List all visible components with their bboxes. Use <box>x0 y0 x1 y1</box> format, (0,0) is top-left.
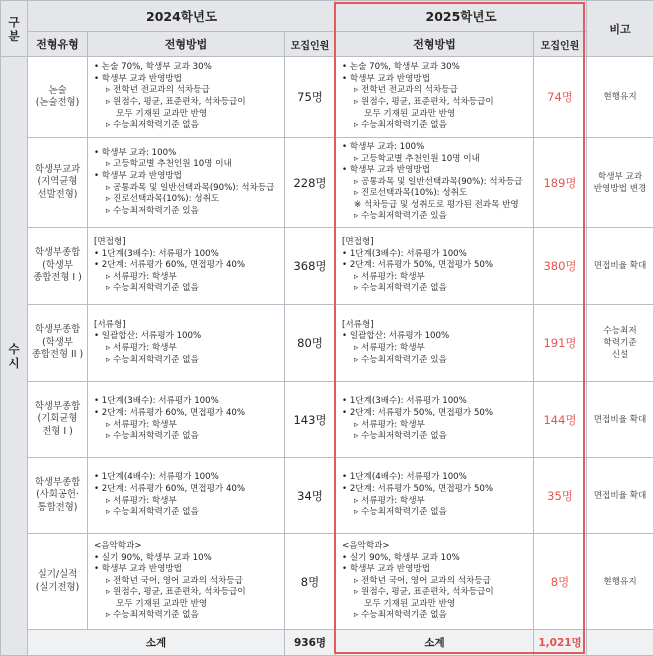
m2024-line: <음악학과> <box>94 540 142 551</box>
note-cell <box>587 382 653 458</box>
note-line: 현행유지 <box>603 576 637 587</box>
type-line: 학생부종합 <box>34 247 81 259</box>
m2024-line: ▹ 수능최저학력기준 없음 <box>106 283 199 294</box>
table-row <box>1 534 653 630</box>
m2024-line: • 학생부 교과: 100% <box>94 147 177 158</box>
count-2025: 74명 <box>534 57 587 138</box>
col-count-2025-header: 모집인원 <box>534 32 587 57</box>
m2024-line: ▹ 수능최저학력기준 없음 <box>106 120 199 131</box>
count-2024: 143명 <box>285 382 336 458</box>
type-line: (지역균형 <box>37 176 78 188</box>
m2025-line: ▹ 수능최저학력기준 없음 <box>354 283 447 294</box>
count-2024: 75명 <box>285 57 336 138</box>
type-line: 선발전형) <box>37 188 78 200</box>
note-cell <box>587 458 653 534</box>
m2024-line: ▹ 수능최저학력기준 있음 <box>106 205 199 216</box>
note-line: 면접비율 확대 <box>593 261 647 271</box>
m2024-line: • 2단계: 서류평가 60%, 면접평가 40% <box>94 260 246 271</box>
year-2024-header: 2024학년도 <box>28 1 336 32</box>
m2025-line: 모두 기재된 교과만 반영 <box>364 108 456 119</box>
method-2024 <box>88 57 285 138</box>
m2025-line: ▹ 고등학교별 추천인원 10명 이내 <box>354 153 480 164</box>
m2025-line: [면접형] <box>342 237 374 248</box>
subtotal-label-2025: 소계 <box>336 630 534 656</box>
m2024-line: ▹ 원점수, 평균, 표준편차, 석차등급이 <box>106 97 246 107</box>
m2024-line: 모두 기재된 교과만 반영 <box>116 598 208 609</box>
m2024-line: ▹ 수능최저학력기준 없음 <box>106 610 199 621</box>
type-line: 학생부종합 <box>34 324 81 336</box>
m2024-line: ▹ 진로선택과목(10%): 성취도 <box>106 194 220 205</box>
subtotal-count-2025: 1,021명 <box>534 630 587 656</box>
type-line: 종합전형 II ) <box>31 349 84 361</box>
method-2025 <box>336 57 534 138</box>
note-line: 학력기준 <box>603 338 637 348</box>
type-line: (학생부 <box>42 336 73 348</box>
type-line: (실기전형) <box>35 581 80 593</box>
subtotal-row <box>1 630 653 656</box>
m2024-line: • 학생부 교과 반영방법 <box>94 73 182 84</box>
table-row <box>1 57 653 138</box>
note-cell <box>587 57 653 138</box>
admission-type <box>28 228 88 305</box>
count-2024: 228명 <box>285 138 336 228</box>
table-row <box>1 458 653 534</box>
m2024-line: ▹ 전학년 국어, 영어 교과의 석차등급 <box>106 575 243 586</box>
m2025-line: ▹ 수능최저학력기준 있음 <box>354 354 447 365</box>
admission-type <box>28 57 88 138</box>
table-row <box>1 305 653 382</box>
count-2025: 144명 <box>534 382 587 458</box>
m2025-line: [서류형] <box>342 319 374 330</box>
subtotal-count-2024: 936명 <box>285 630 336 656</box>
m2025-line: ▹ 전학년 국어, 영어 교과의 석차등급 <box>354 575 491 586</box>
gubun-header <box>1 1 28 57</box>
type-line: 논술 <box>48 84 67 96</box>
m2024-line: 모두 기재된 교과만 반영 <box>116 108 208 119</box>
method-2025 <box>336 305 534 382</box>
admission-type <box>28 458 88 534</box>
count-2025: 35명 <box>534 458 587 534</box>
count-2024: 34명 <box>285 458 336 534</box>
type-line: 학생부교과 <box>34 163 81 175</box>
m2024-line: [면접형] <box>94 237 126 248</box>
method-2025 <box>336 534 534 630</box>
col-method-2024-header: 전형방법 <box>88 32 285 57</box>
section-label-susi <box>1 57 28 656</box>
m2024-line: ▹ 수능최저학력기준 없음 <box>106 354 199 365</box>
m2024-line: ▹ 고등학교별 추천인원 10명 이내 <box>106 159 232 170</box>
m2025-line: • 논술 70%, 학생부 교과 30% <box>342 62 460 73</box>
note-line: 면접비율 확대 <box>593 490 647 501</box>
m2024-line: ▹ 공통과목 및 일반선택과목(90%): 석차등급 <box>106 182 275 193</box>
m2024-line: ▹ 전학년 전교과의 석차등급 <box>106 85 210 96</box>
m2024-line: ▹ 원점수, 평균, 표준편차, 석차등급이 <box>106 587 246 598</box>
note-cell <box>587 305 653 382</box>
m2025-line: • 1단계(3배수): 서류평가 100% <box>342 248 467 259</box>
m2024-line: • 논술 70%, 학생부 교과 30% <box>94 62 212 73</box>
note-header: 비고 <box>587 1 653 57</box>
count-2025: 380명 <box>534 228 587 305</box>
subtotal-note <box>587 630 653 656</box>
type-line: (논술전형) <box>35 97 80 108</box>
m2024-line: • 2단계: 서류평가 60%, 면접평가 40% <box>94 407 246 418</box>
m2024-line: ▹ 수능최저학력기준 없음 <box>106 507 199 518</box>
m2024-line: ▹ 서류평가: 학생부 <box>106 343 177 353</box>
method-2024 <box>88 138 285 228</box>
note-line: 반영방법 변경 <box>593 183 647 194</box>
m2025-line: ▹ 진로선택과목(10%): 성취도 <box>354 188 468 199</box>
m2025-line: • 학생부 교과 반영방법 <box>342 564 430 575</box>
count-2025: 8명 <box>534 534 587 630</box>
count-2024: 8명 <box>285 534 336 630</box>
m2024-line: • 1단계(4배수): 서류평가 100% <box>94 472 219 483</box>
m2024-line: ▹ 수능최저학력기준 없음 <box>106 431 199 442</box>
method-2024 <box>88 458 285 534</box>
m2025-line: • 2단계: 서류평가 50%, 면접평가 50% <box>342 483 494 494</box>
table-row <box>1 228 653 305</box>
m2024-line: ▹ 서류평가: 학생부 <box>106 495 177 506</box>
section-label-text: 수시 <box>8 342 20 370</box>
col-count-2024-header: 모집인원 <box>285 32 336 57</box>
m2024-line: • 학생부 교과 반영방법 <box>94 170 182 181</box>
m2025-line: ▹ 서류평가: 학생부 <box>354 419 425 430</box>
type-line: 학생부종합 <box>34 400 81 412</box>
method-2025 <box>336 382 534 458</box>
note-line: 신설 <box>611 350 629 360</box>
m2024-line: ▹ 서류평가: 학생부 <box>106 271 177 282</box>
m2025-line: • 2단계: 서류평가 50%, 면접평가 50% <box>342 260 494 271</box>
method-2024 <box>88 534 285 630</box>
col-type-header: 전형유형 <box>28 32 88 57</box>
table-row <box>1 138 653 228</box>
method-2025 <box>336 458 534 534</box>
admission-type <box>28 534 88 630</box>
method-2024 <box>88 382 285 458</box>
m2025-line: • 학생부 교과: 100% <box>342 141 425 152</box>
m2025-line: ▹ 수능최저학력기준 있음 <box>354 211 447 222</box>
m2025-line: ▹ 전학년 전교과의 석차등급 <box>354 85 458 96</box>
m2025-line: <음악학과> <box>342 540 390 551</box>
count-2024: 80명 <box>285 305 336 382</box>
note-cell <box>587 138 653 228</box>
admission-type <box>28 138 88 228</box>
type-line: 전형 I ) <box>42 425 73 437</box>
m2024-line: • 실기 90%, 학생부 교과 10% <box>94 552 212 563</box>
m2025-line: ▹ 수능최저학력기준 없음 <box>354 120 447 131</box>
m2024-line: • 1단계(3배수): 서류평가 100% <box>94 396 219 407</box>
count-2025: 189명 <box>534 138 587 228</box>
type-line: 실기/실적 <box>37 569 78 580</box>
m2025-line: ▹ 원점수, 평균, 표준편차, 석차등급이 <box>354 587 494 598</box>
m2025-line: • 1단계(3배수): 서류평가 100% <box>342 396 467 407</box>
admission-type <box>28 305 88 382</box>
type-line: 통합전형) <box>37 501 78 513</box>
type-line: (기회균형 <box>37 413 78 425</box>
m2025-line: • 일괄합산: 서류평가 100% <box>342 331 450 342</box>
count-2024: 368명 <box>285 228 336 305</box>
type-line: (사회공헌· <box>36 489 79 501</box>
m2024-line: • 일괄합산: 서류평가 100% <box>94 331 202 342</box>
m2024-line: • 학생부 교과 반영방법 <box>94 564 182 575</box>
count-2025: 191명 <box>534 305 587 382</box>
m2025-line: • 1단계(4배수): 서류평가 100% <box>342 472 467 483</box>
method-2025 <box>336 228 534 305</box>
m2024-line: • 2단계: 서류평가 60%, 면접평가 40% <box>94 483 246 494</box>
m2024-line: [서류형] <box>94 319 126 330</box>
m2024-line: • 1단계(3배수): 서류평가 100% <box>94 248 219 259</box>
m2025-line: ▹ 수능최저학력기준 없음 <box>354 507 447 518</box>
m2025-line: • 실기 90%, 학생부 교과 10% <box>342 552 460 563</box>
m2025-line: 모두 기재된 교과만 반영 <box>364 598 456 609</box>
col-method-2025-header: 전형방법 <box>336 32 534 57</box>
m2025-line: • 학생부 교과 반영방법 <box>342 73 430 84</box>
m2025-line: ▹ 수능최저학력기준 없음 <box>354 431 447 442</box>
m2025-line: ▹ 서류평가: 학생부 <box>354 495 425 506</box>
method-2024 <box>88 305 285 382</box>
m2025-line: ▹ 원점수, 평균, 표준편차, 석차등급이 <box>354 97 494 107</box>
note-line: 학생부 교과 <box>597 171 643 182</box>
m2025-line: • 2단계: 서류평가 50%, 면접평가 50% <box>342 407 494 418</box>
m2025-line: ▹ 서류평가: 학생부 <box>354 343 425 353</box>
m2025-line: ※ 석차등급 및 성취도로 평가된 전과목 반영 <box>354 199 519 210</box>
admission-type <box>28 382 88 458</box>
note-cell <box>587 534 653 630</box>
m2025-line: ▹ 수능최저학력기준 없음 <box>354 610 447 621</box>
note-line: 면접비율 확대 <box>593 414 647 425</box>
note-cell <box>587 228 653 305</box>
subtotal-label-2024: 소계 <box>28 630 285 656</box>
m2024-line: ▹ 서류평가: 학생부 <box>106 419 177 430</box>
note-line: 수능최저 <box>603 326 637 336</box>
m2025-line: ▹ 공통과목 및 일반선택과목(90%): 석차등급 <box>354 176 523 187</box>
type-line: (학생부 <box>42 259 73 271</box>
gubun-label: 구분 <box>8 14 20 43</box>
note-line: 현행유지 <box>603 92 637 102</box>
method-2025 <box>336 138 534 228</box>
table-body <box>1 57 653 656</box>
table-row <box>1 382 653 458</box>
method-2024 <box>88 228 285 305</box>
year-2025-header: 2025학년도 <box>336 1 587 32</box>
type-line: 종합전형 I ) <box>33 272 82 284</box>
m2025-line: • 학생부 교과 반영방법 <box>342 165 430 176</box>
m2025-line: ▹ 서류평가: 학생부 <box>354 271 425 282</box>
type-line: 학생부종합 <box>34 476 81 488</box>
